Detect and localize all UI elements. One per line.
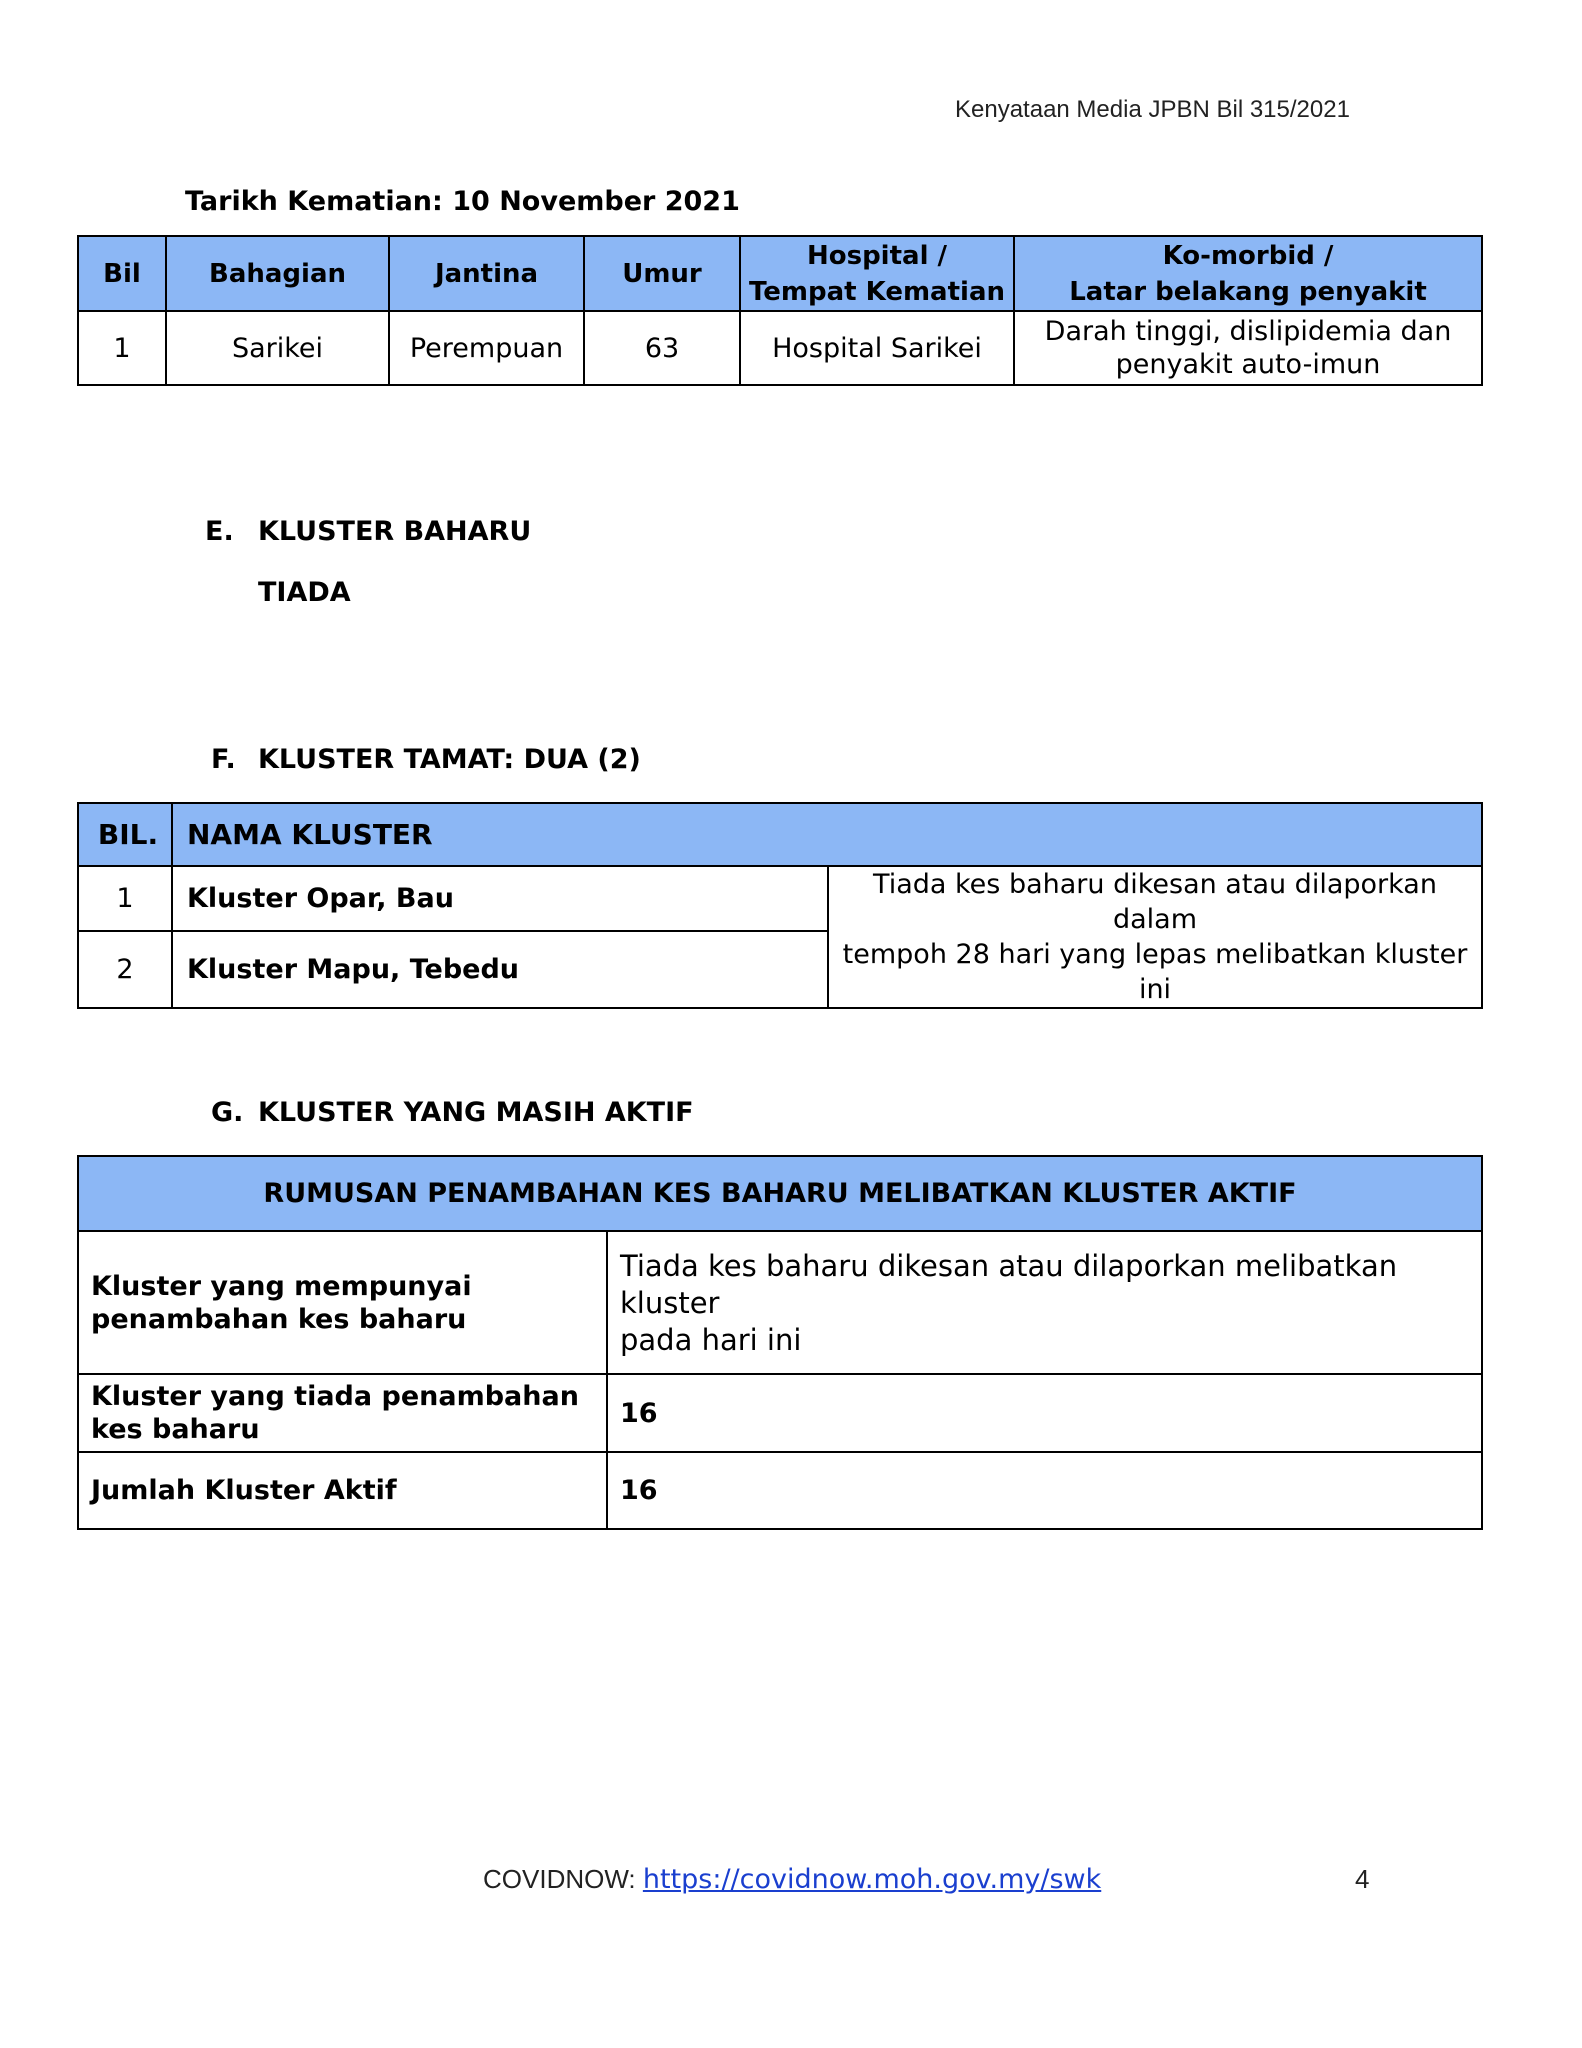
col-hospital: Hospital / Tempat Kematian <box>740 236 1014 311</box>
cell-ended-note: Tiada kes baharu dikesan atau dilaporkan dalam tempoh 28 hari yang lepas melibatkan kluster ini <box>828 866 1482 1008</box>
section-e-value: TIADA <box>258 577 351 608</box>
cell-bil: 1 <box>78 311 166 385</box>
col-bahagian: Bahagian <box>166 236 389 311</box>
active-table-header <box>78 1156 1482 1231</box>
cell-umur: 63 <box>584 311 740 385</box>
cell-komorbid: Darah tinggi, dislipidemia dan penyakit auto-imun <box>1014 311 1482 385</box>
col-bil: Bil <box>78 236 166 311</box>
section-g-title: KLUSTER YANG MASIH AKTIF <box>258 1097 694 1128</box>
cell-hospital: Hospital Sarikei <box>740 311 1014 385</box>
cell-cluster-name: Kluster Opar, Bau <box>172 866 828 931</box>
table-row <box>78 1374 1482 1452</box>
section-e-letter: E. <box>205 516 234 547</box>
cell-value: Tiada kes baharu dikesan atau dilaporkan melibatkan kluster pada hari ini <box>607 1231 1482 1374</box>
section-e-title: KLUSTER BAHARU <box>258 516 532 547</box>
ended-table-header <box>78 803 1482 866</box>
cell-label: Jumlah Kluster Aktif <box>78 1452 607 1529</box>
table-row <box>78 1452 1482 1529</box>
cell-jantina: Perempuan <box>389 311 584 385</box>
col-umur: Umur <box>584 236 740 311</box>
active-clusters-table <box>77 1155 1483 1530</box>
cell-label: Kluster yang mempunyai penambahan kes baharu <box>78 1231 607 1374</box>
col-komorbid: Ko-morbid / Latar belakang penyakit <box>1014 236 1482 311</box>
table-row <box>78 1231 1482 1374</box>
cell-label: Kluster yang tiada penambahan kes baharu <box>78 1374 607 1452</box>
cell-value: 16 <box>607 1452 1482 1529</box>
death-table <box>77 235 1483 386</box>
death-table-header <box>78 236 1482 311</box>
ended-clusters-table <box>77 802 1483 1009</box>
cell-bil: 1 <box>78 866 172 931</box>
covidnow-link[interactable]: https://covidnow.moh.gov.my/swk <box>642 1864 1102 1895</box>
cell-bahagian: Sarikei <box>166 311 389 385</box>
cell-bil: 2 <box>78 931 172 1008</box>
col-jantina: Jantina <box>389 236 584 311</box>
cell-value: 16 <box>607 1374 1482 1452</box>
cell-cluster-name: Kluster Mapu, Tebedu <box>172 931 828 1008</box>
section-g-letter: G. <box>211 1097 244 1128</box>
table-row <box>78 311 1482 385</box>
footer <box>483 1864 1101 1895</box>
page-number: 4 <box>1355 1864 1370 1894</box>
col-bil: BIL. <box>78 803 172 866</box>
table-row <box>78 866 1482 931</box>
footer-prefix: COVIDNOW: <box>483 1864 643 1894</box>
active-table-title: RUMUSAN PENAMBAHAN KES BAHARU MELIBATKAN KLUSTER AKTIF <box>78 1156 1482 1231</box>
death-date-title: Tarikh Kematian: 10 November 2021 <box>185 186 740 217</box>
document-reference: Kenyataan Media JPBN Bil 315/2021 <box>955 96 1350 123</box>
col-nama-kluster: NAMA KLUSTER <box>172 803 1482 866</box>
section-f-letter: F. <box>211 744 236 775</box>
section-f-title: KLUSTER TAMAT: DUA (2) <box>258 744 641 775</box>
